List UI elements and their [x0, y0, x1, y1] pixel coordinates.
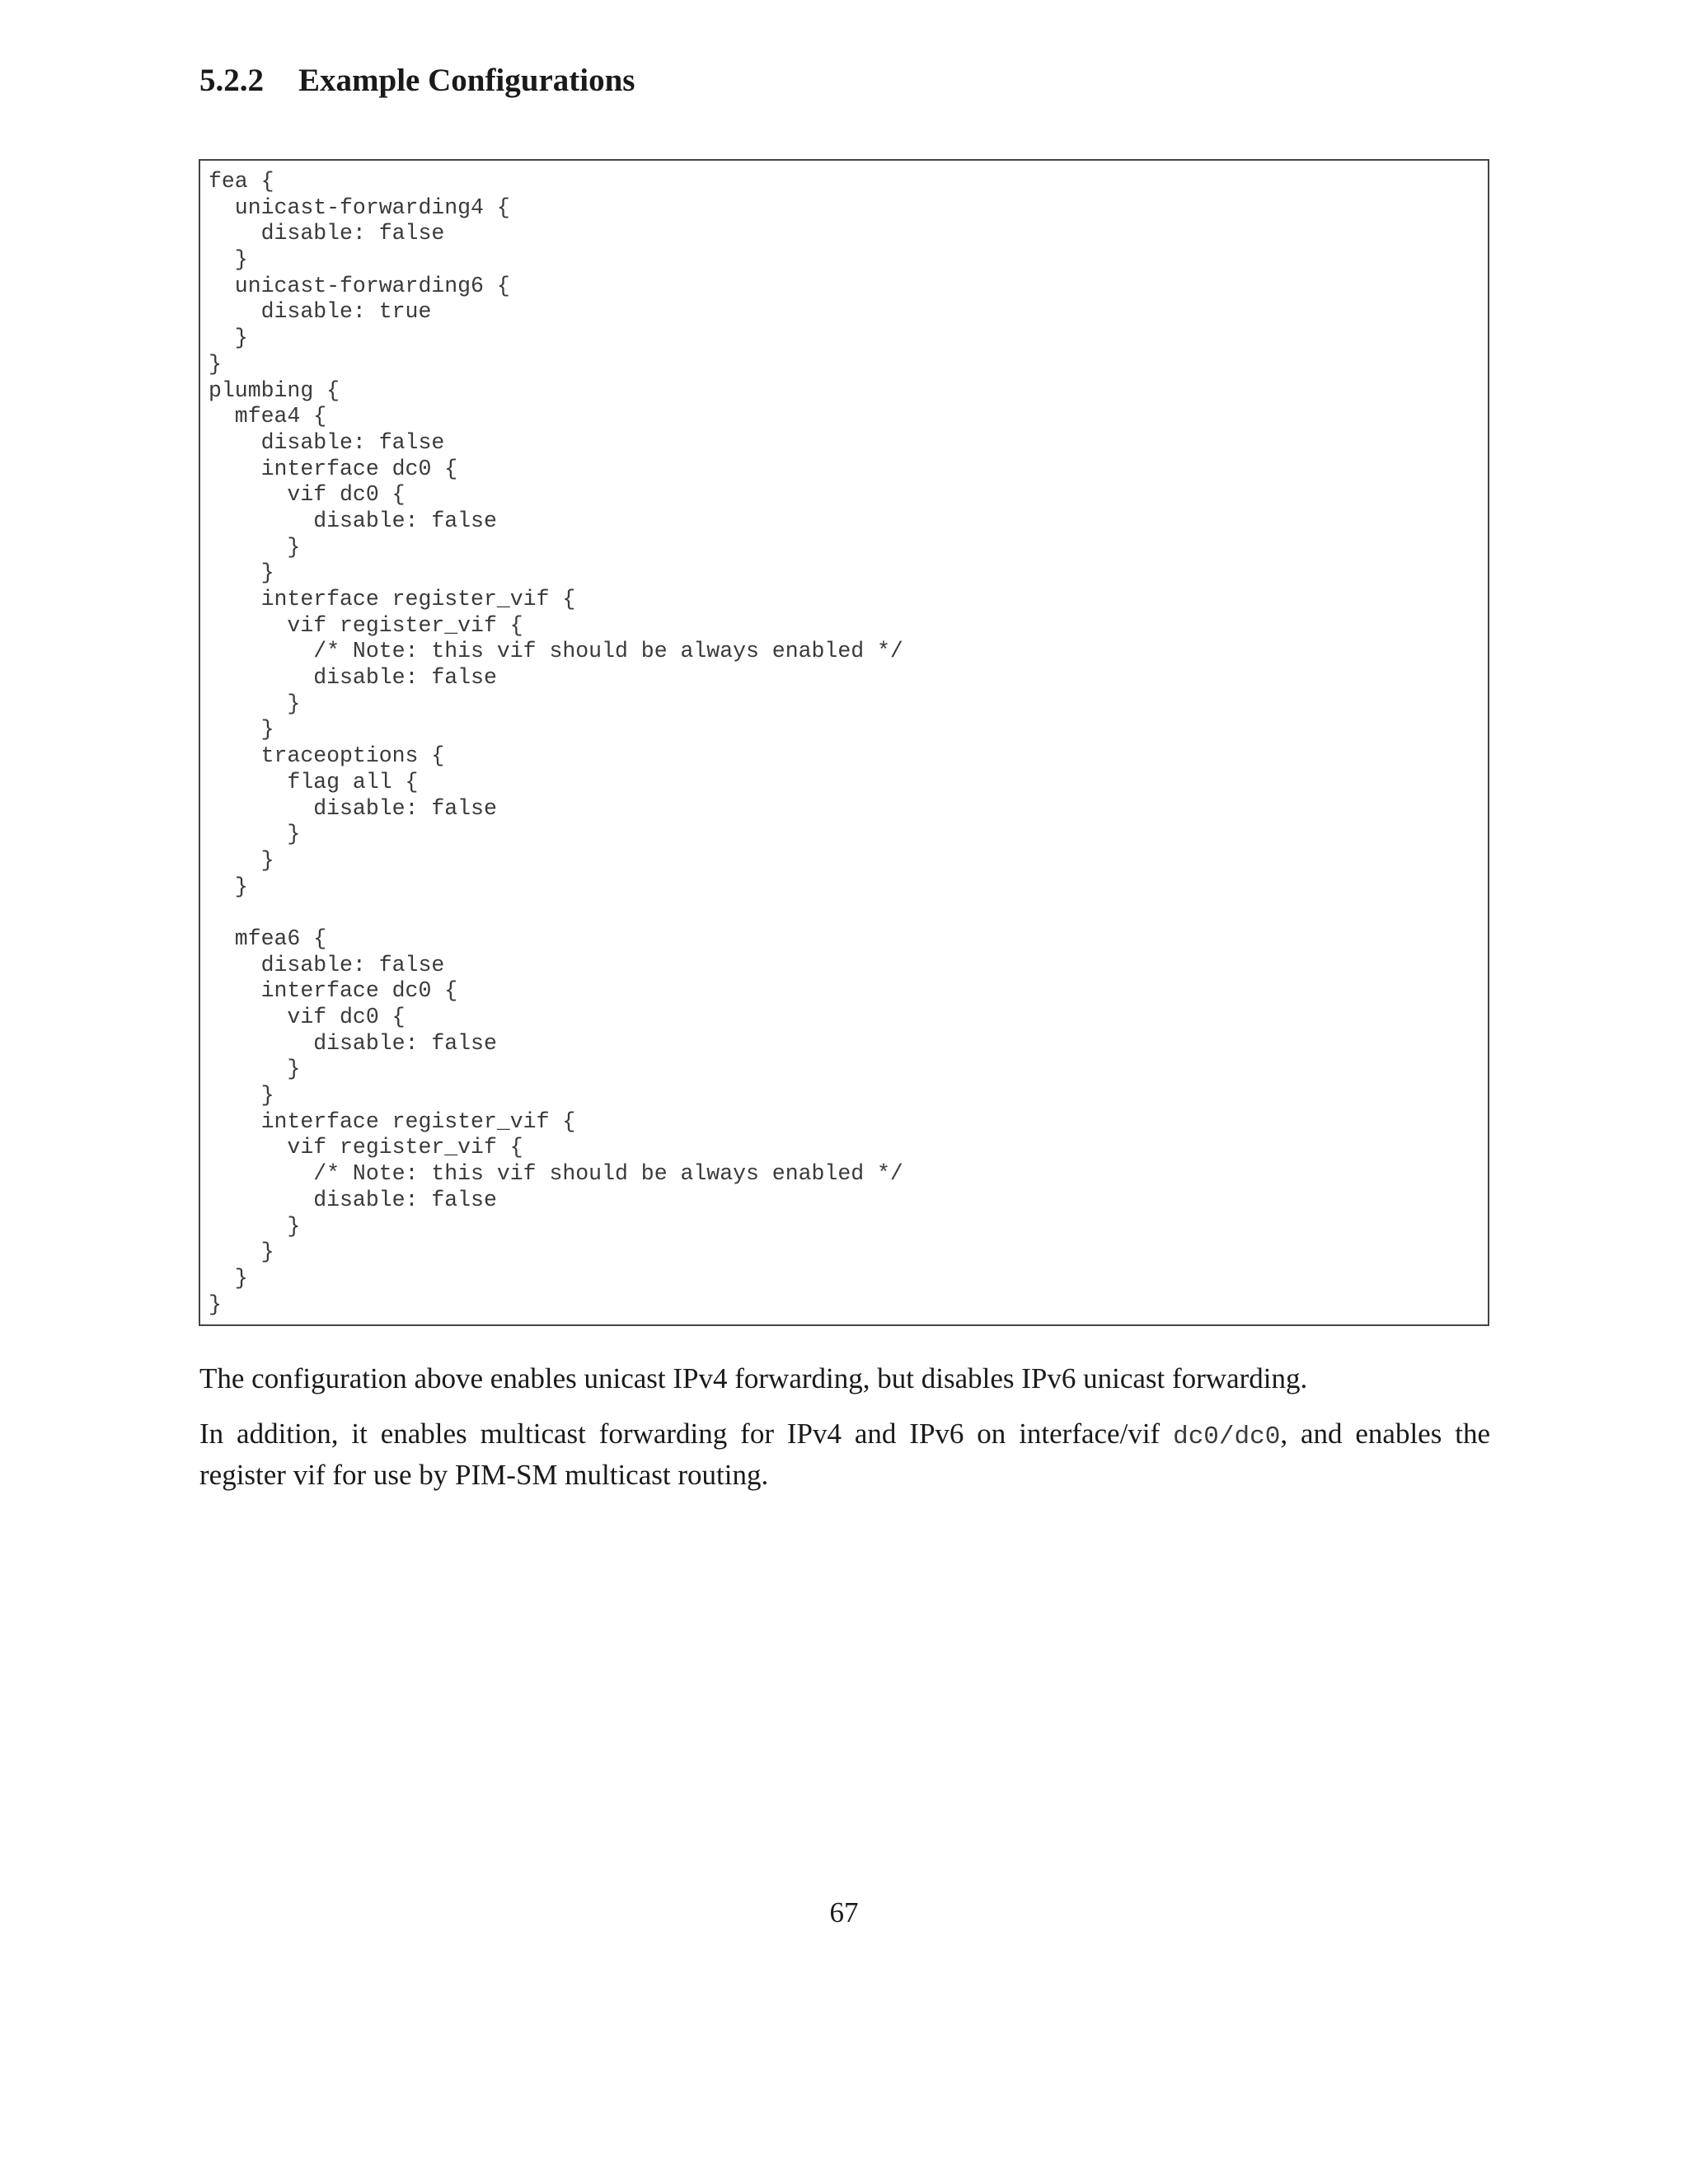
code-line	[209, 900, 1488, 926]
code-line: flag all {	[209, 769, 419, 794]
code-line: }	[209, 874, 248, 899]
paragraph-text-after: , and enables the register vif for use by PIM-SM multicast routing.	[199, 1418, 1490, 1491]
code-listing	[199, 159, 1489, 1326]
paragraph-forwarding-summary: The configuration above enables unicast IPv4 forwarding, but disables IPv6 unicast forwarding.	[199, 1362, 1308, 1394]
code-line: }	[209, 534, 301, 560]
paragraph-multicast-summary	[199, 1415, 1490, 1494]
code-line: }	[209, 1083, 274, 1108]
code-line: disable: false	[209, 1030, 497, 1056]
code-line: }	[209, 326, 248, 351]
code-line: vif register_vif {	[209, 612, 523, 638]
code-line: }	[209, 351, 222, 377]
code-line: interface dc0 {	[209, 978, 458, 1004]
page-number: 67	[829, 1896, 859, 1929]
paragraph-text-before: In addition, it enables multicast forwarding for IPv4 and IPv6 on interface/vif	[199, 1418, 1174, 1450]
code-line: plumbing {	[209, 377, 340, 403]
code-line: }	[209, 1291, 222, 1317]
code-line: vif dc0 {	[209, 482, 406, 508]
code-line: }	[209, 691, 301, 716]
code-line: }	[209, 847, 274, 873]
code-line: disable: false	[209, 221, 445, 246]
code-line: }	[209, 247, 248, 273]
code-line: interface dc0 {	[209, 456, 458, 481]
section-number: 5.2.2	[199, 63, 264, 98]
code-line: mfea6 {	[209, 926, 327, 951]
code-line: unicast-forwarding4 {	[209, 194, 510, 220]
code-line: }	[209, 1265, 248, 1291]
code-line: }	[209, 822, 301, 847]
inline-code-interface: dc0/dc0	[1173, 1422, 1281, 1451]
code-line: disable: false	[209, 508, 497, 533]
code-line: disable: false	[209, 429, 445, 455]
code-line: disable: false	[209, 795, 497, 821]
section-heading	[199, 58, 635, 104]
code-line: }	[209, 560, 274, 586]
code-line: /* Note: this vif should be always enabled */	[209, 639, 903, 664]
code-line: /* Note: this vif should be always enabled */	[209, 1161, 903, 1187]
code-line: disable: true	[209, 299, 432, 325]
code-line: disable: false	[209, 665, 497, 691]
code-line: disable: false	[209, 952, 445, 977]
code-line: vif dc0 {	[209, 1005, 406, 1029]
code-line: }	[209, 1240, 274, 1265]
code-line: disable: false	[209, 1187, 497, 1212]
code-line: mfea4 {	[209, 404, 327, 429]
code-line: }	[209, 717, 274, 743]
code-line: }	[209, 1213, 301, 1239]
code-line: }	[209, 1057, 301, 1082]
code-line: interface register_vif {	[209, 587, 576, 612]
code-line: fea {	[209, 169, 274, 194]
section-title: Example Configurations	[298, 63, 635, 98]
code-line: traceoptions {	[209, 743, 445, 769]
code-lines	[209, 169, 1488, 1318]
code-line: unicast-forwarding6 {	[209, 273, 510, 298]
code-line: vif register_vif {	[209, 1135, 523, 1160]
code-line: interface register_vif {	[209, 1108, 576, 1134]
